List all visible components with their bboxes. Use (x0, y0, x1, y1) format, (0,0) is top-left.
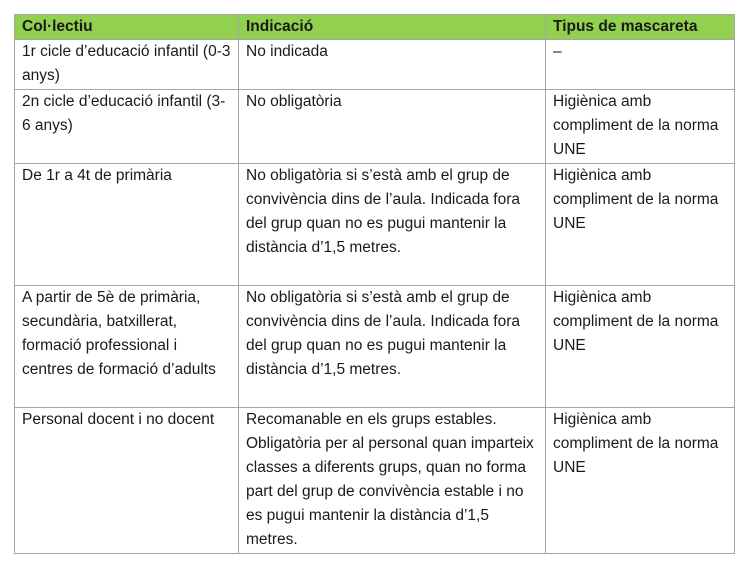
table-row (15, 408, 735, 554)
cell-collectiu: 2n cicle d’educació infantil (3-6 anys) (15, 90, 239, 164)
header-row (15, 15, 735, 40)
header-tipus-mascareta: Tipus de mascareta (546, 15, 735, 40)
header-indicacio: Indicació (239, 15, 546, 40)
table-row (15, 90, 735, 164)
cell-tipus: Higiènica amb compliment de la norma UNE (546, 164, 735, 286)
table-row (15, 40, 735, 90)
cell-tipus: Higiènica amb compliment de la norma UNE (546, 286, 735, 408)
cell-indicacio: Recomanable en els grups estables. Obligatòria per al personal quan imparteix classes a diferents grups, quan no forma part del grup de convivència estable i no es pugui mantenir la distància d’1,5 metres. (239, 408, 546, 554)
cell-collectiu: 1r cicle d’educació infantil (0-3 anys) (15, 40, 239, 90)
header-collectiu: Col·lectiu (15, 15, 239, 40)
cell-tipus: – (546, 40, 735, 90)
cell-collectiu: Personal docent i no docent (15, 408, 239, 554)
cell-collectiu: De 1r a 4t de primària (15, 164, 239, 286)
cell-tipus: Higiènica amb compliment de la norma UNE (546, 408, 735, 554)
cell-tipus: Higiènica amb compliment de la norma UNE (546, 90, 735, 164)
cell-indicacio: No obligatòria si s’està amb el grup de convivència dins de l’aula. Indicada fora del grup quan no es pugui mantenir la distància d’1,5 metres. (239, 286, 546, 408)
cell-indicacio: No obligatòria si s’està amb el grup de convivència dins de l’aula. Indicada fora del grup quan no es pugui mantenir la distància d’1,5 metres. (239, 164, 546, 286)
table-row (15, 286, 735, 408)
cell-indicacio: No indicada (239, 40, 546, 90)
cell-indicacio: No obligatòria (239, 90, 546, 164)
cell-collectiu: A partir de 5è de primària, secundària, batxillerat, formació professional i centres de formació d’adults (15, 286, 239, 408)
mask-guidelines-table (14, 14, 735, 554)
table-row (15, 164, 735, 286)
